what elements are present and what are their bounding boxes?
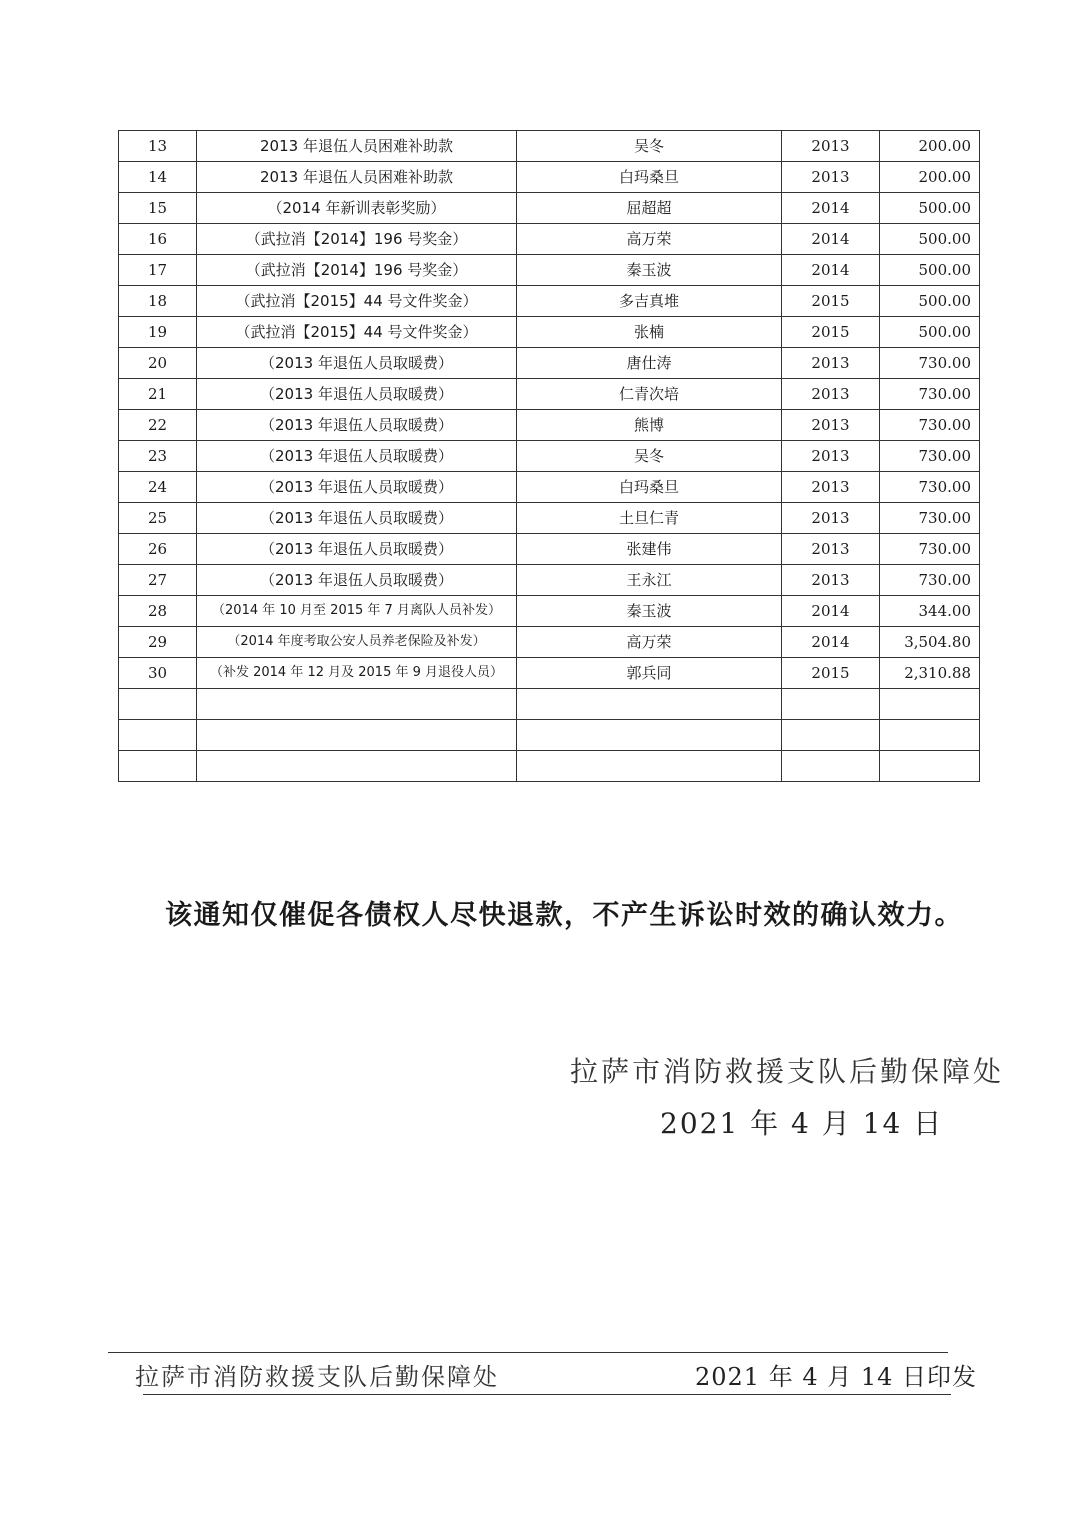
row-name: 秦玉波 <box>517 255 782 286</box>
table-row-empty <box>119 689 980 720</box>
table-row <box>119 565 980 596</box>
table-row <box>119 596 980 627</box>
row-amount: 730.00 <box>880 441 980 472</box>
empty-cell <box>880 751 980 782</box>
empty-cell <box>782 689 880 720</box>
row-item: （武拉消【2015】44 号文件奖金） <box>197 317 517 348</box>
row-item: （2013 年退伍人员取暖费） <box>197 565 517 596</box>
row-name: 熊博 <box>517 410 782 441</box>
row-year: 2013 <box>782 534 880 565</box>
row-number: 21 <box>119 379 197 410</box>
row-number: 24 <box>119 472 197 503</box>
row-number: 30 <box>119 658 197 689</box>
row-item: （2013 年退伍人员取暖费） <box>197 472 517 503</box>
row-item: （2013 年退伍人员取暖费） <box>197 441 517 472</box>
table-row-empty <box>119 751 980 782</box>
row-item: （补发 2014 年 12 月及 2015 年 9 月退役人员） <box>197 658 517 689</box>
row-amount: 730.00 <box>880 534 980 565</box>
row-number: 22 <box>119 410 197 441</box>
table-row <box>119 131 980 162</box>
row-amount: 730.00 <box>880 410 980 441</box>
row-name: 屈超超 <box>517 193 782 224</box>
row-amount: 2,310.88 <box>880 658 980 689</box>
row-number: 18 <box>119 286 197 317</box>
row-amount: 344.00 <box>880 596 980 627</box>
row-number: 17 <box>119 255 197 286</box>
row-name: 张建伟 <box>517 534 782 565</box>
ledger-table <box>118 130 980 782</box>
empty-cell <box>197 720 517 751</box>
row-number: 20 <box>119 348 197 379</box>
row-year: 2015 <box>782 317 880 348</box>
row-number: 26 <box>119 534 197 565</box>
row-name: 高万荣 <box>517 627 782 658</box>
row-number: 27 <box>119 565 197 596</box>
row-year: 2014 <box>782 224 880 255</box>
row-year: 2015 <box>782 658 880 689</box>
row-amount: 730.00 <box>880 379 980 410</box>
table-row <box>119 255 980 286</box>
empty-cell <box>782 720 880 751</box>
row-year: 2013 <box>782 162 880 193</box>
table-row <box>119 534 980 565</box>
row-item: （2014 年新训表彰奖励） <box>197 193 517 224</box>
empty-cell <box>197 689 517 720</box>
row-number: 29 <box>119 627 197 658</box>
table-row <box>119 162 980 193</box>
empty-cell <box>517 751 782 782</box>
row-number: 25 <box>119 503 197 534</box>
row-year: 2013 <box>782 565 880 596</box>
row-amount: 730.00 <box>880 472 980 503</box>
row-name: 吴冬 <box>517 131 782 162</box>
row-year: 2014 <box>782 255 880 286</box>
row-amount: 500.00 <box>880 224 980 255</box>
row-item: 2013 年退伍人员困难补助款 <box>197 131 517 162</box>
row-amount: 500.00 <box>880 286 980 317</box>
row-year: 2013 <box>782 348 880 379</box>
row-name: 唐仕涛 <box>517 348 782 379</box>
row-amount: 730.00 <box>880 565 980 596</box>
row-item: （2013 年退伍人员取暖费） <box>197 534 517 565</box>
signature-date: 2021 年 4 月 14 日 <box>660 1107 944 1140</box>
table-row <box>119 286 980 317</box>
row-amount: 730.00 <box>880 503 980 534</box>
empty-cell <box>119 689 197 720</box>
row-number: 19 <box>119 317 197 348</box>
footer-divider-bottom <box>143 1394 951 1395</box>
row-year: 2013 <box>782 472 880 503</box>
empty-cell <box>119 720 197 751</box>
row-year: 2013 <box>782 441 880 472</box>
row-item: （武拉消【2014】196 号奖金） <box>197 255 517 286</box>
row-year: 2013 <box>782 503 880 534</box>
row-amount: 500.00 <box>880 317 980 348</box>
row-number: 28 <box>119 596 197 627</box>
footer-org: 拉萨市消防救援支队后勤保障处 <box>135 1363 499 1391</box>
table-row <box>119 410 980 441</box>
row-year: 2013 <box>782 379 880 410</box>
row-item: （2013 年退伍人员取暖费） <box>197 348 517 379</box>
row-number: 15 <box>119 193 197 224</box>
row-name: 白玛桑旦 <box>517 472 782 503</box>
row-amount: 200.00 <box>880 162 980 193</box>
row-item: （2013 年退伍人员取暖费） <box>197 503 517 534</box>
empty-cell <box>197 751 517 782</box>
row-year: 2014 <box>782 627 880 658</box>
table-row <box>119 193 980 224</box>
row-year: 2015 <box>782 286 880 317</box>
row-year: 2014 <box>782 596 880 627</box>
row-name: 土旦仁青 <box>517 503 782 534</box>
table-row <box>119 348 980 379</box>
table-row <box>119 224 980 255</box>
empty-cell <box>119 751 197 782</box>
empty-cell <box>517 689 782 720</box>
row-item: （2013 年退伍人员取暖费） <box>197 410 517 441</box>
row-item: （2013 年退伍人员取暖费） <box>197 379 517 410</box>
row-number: 16 <box>119 224 197 255</box>
row-name: 秦玉波 <box>517 596 782 627</box>
row-item: 2013 年退伍人员困难补助款 <box>197 162 517 193</box>
ledger-table-container <box>118 130 979 782</box>
row-item: （武拉消【2015】44 号文件奖金） <box>197 286 517 317</box>
table-row <box>119 658 980 689</box>
table-row <box>119 441 980 472</box>
row-number: 13 <box>119 131 197 162</box>
row-amount: 500.00 <box>880 255 980 286</box>
footer-date: 2021 年 4 月 14 日印发 <box>695 1363 978 1391</box>
footer-divider-top <box>108 1352 948 1353</box>
row-amount: 500.00 <box>880 193 980 224</box>
table-row <box>119 627 980 658</box>
row-item: （2014 年 10 月至 2015 年 7 月离队人员补发） <box>197 596 517 627</box>
signature-org: 拉萨市消防救援支队后勤保障处 <box>570 1055 1005 1088</box>
row-name: 仁青次培 <box>517 379 782 410</box>
table-row <box>119 379 980 410</box>
row-number: 14 <box>119 162 197 193</box>
empty-cell <box>880 720 980 751</box>
row-name: 吴冬 <box>517 441 782 472</box>
row-name: 白玛桑旦 <box>517 162 782 193</box>
row-name: 郭兵同 <box>517 658 782 689</box>
table-row <box>119 503 980 534</box>
row-amount: 3,504.80 <box>880 627 980 658</box>
notice-text: 该通知仅催促各债权人尽快退款，不产生诉讼时效的确认效力。 <box>165 900 963 931</box>
row-name: 王永江 <box>517 565 782 596</box>
row-name: 张楠 <box>517 317 782 348</box>
table-row <box>119 472 980 503</box>
row-name: 高万荣 <box>517 224 782 255</box>
row-number: 23 <box>119 441 197 472</box>
row-year: 2013 <box>782 131 880 162</box>
row-year: 2014 <box>782 193 880 224</box>
empty-cell <box>517 720 782 751</box>
row-item: （2014 年度考取公安人员养老保险及补发） <box>197 627 517 658</box>
empty-cell <box>880 689 980 720</box>
row-amount: 200.00 <box>880 131 980 162</box>
row-year: 2013 <box>782 410 880 441</box>
row-item: （武拉消【2014】196 号奖金） <box>197 224 517 255</box>
row-name: 多吉真堆 <box>517 286 782 317</box>
table-row <box>119 317 980 348</box>
row-amount: 730.00 <box>880 348 980 379</box>
table-row-empty <box>119 720 980 751</box>
empty-cell <box>782 751 880 782</box>
